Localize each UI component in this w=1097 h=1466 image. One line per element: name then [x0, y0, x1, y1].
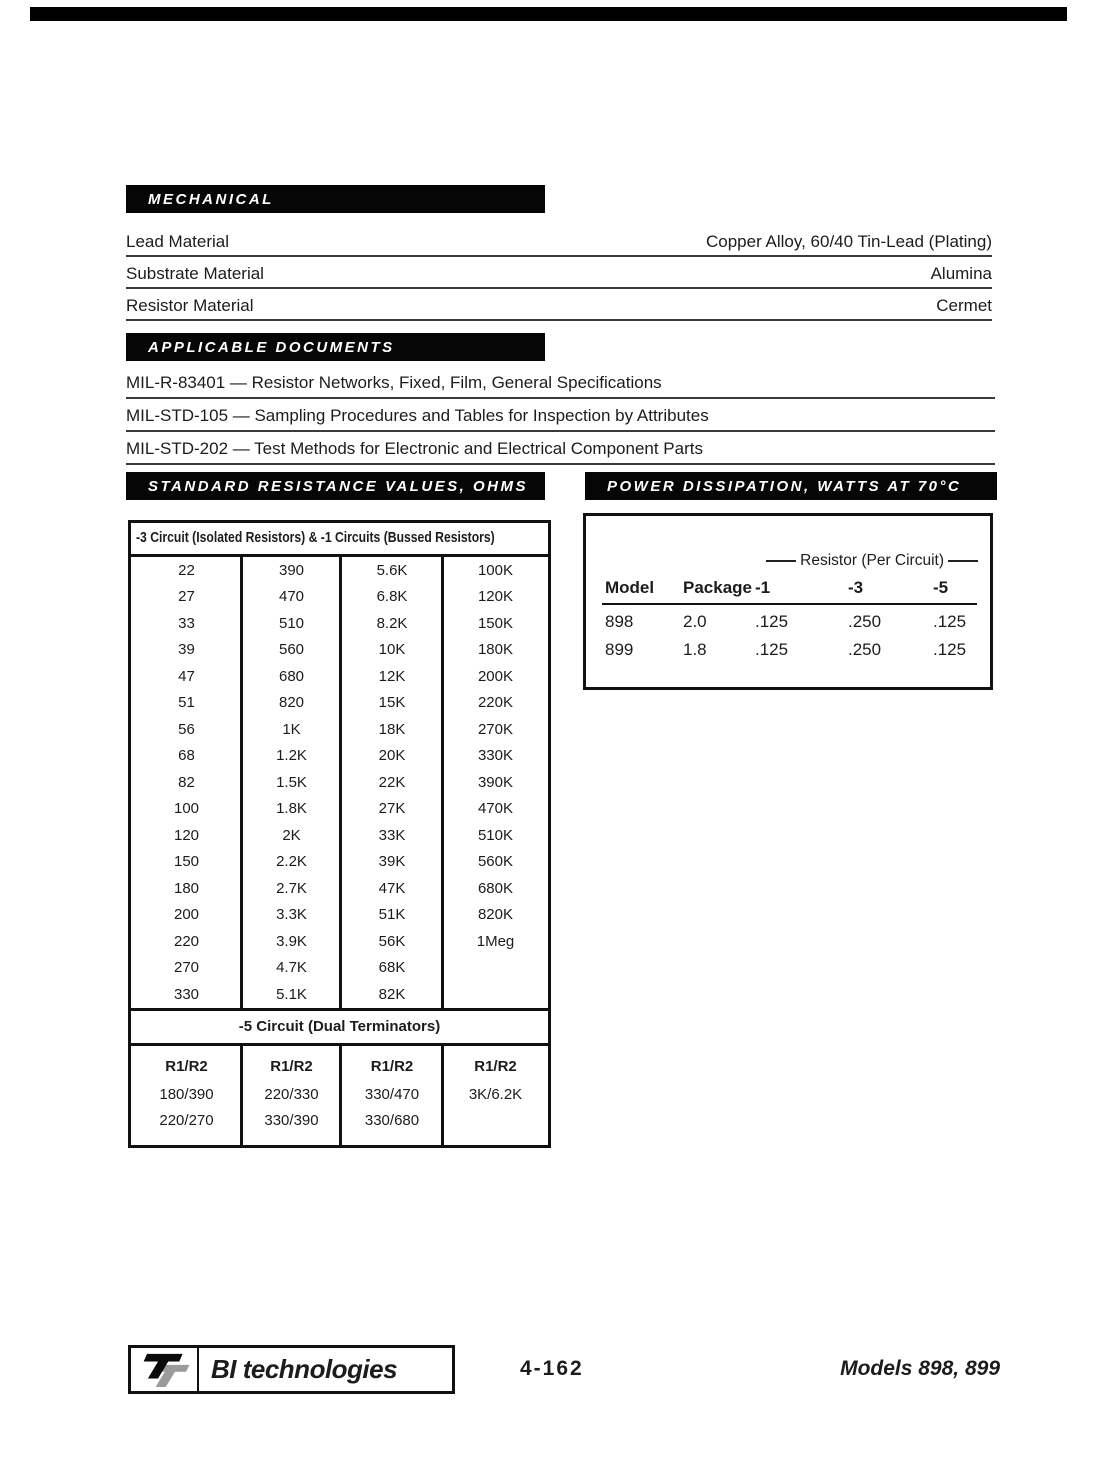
resistance-value-cell: 1.5K: [276, 773, 307, 791]
resistance-value-cell: 15K: [378, 694, 406, 712]
spec-label: Lead Material: [126, 232, 230, 251]
applicable-documents-list: [126, 366, 995, 465]
power-value-cell: .125: [755, 640, 789, 659]
resistance-value-cell: 180: [173, 879, 200, 897]
resistance-value-cell: 3.9K: [276, 932, 307, 950]
resistance-value-cell: 470: [278, 588, 305, 606]
resistance-value-cell: 510K: [477, 826, 514, 844]
spec-value: Copper Alloy, 60/40 Tin-Lead (Plating): [705, 232, 992, 251]
resistance-value-cell: 5.1K: [276, 985, 307, 1003]
column-divider: [240, 557, 243, 1008]
resistance-value-cell: 470K: [477, 800, 514, 818]
resistance-value-cell: 330K: [477, 747, 514, 765]
resistance-value-cell: [443, 981, 548, 1008]
resistance-value-cell: 100: [173, 800, 200, 818]
dual-value-cell: 330/390: [264, 1112, 319, 1129]
document-text: MIL-STD-105 — Sampling Procedures and Tables for Inspection by Attributes: [126, 406, 709, 425]
section-header-power-dissipation: POWER DISSIPATION, WATTS AT 70°C: [585, 472, 997, 500]
resistance-value-cell: 5.6K: [376, 561, 408, 579]
column-header-1: -1: [755, 578, 771, 597]
resistance-value-cell: 39K: [378, 853, 406, 871]
resistance-value-cell: 270: [173, 959, 200, 977]
resistance-value-cell: 560K: [477, 853, 514, 871]
spec-label: Resistor Material: [126, 296, 254, 315]
resistance-value-cell: 2.7K: [276, 879, 307, 897]
power-value-cell: 2.0: [683, 612, 707, 631]
document-text: MIL-STD-202 — Test Methods for Electronic and Electrical Component Parts: [126, 439, 703, 458]
dual-value-cell: 220/330: [264, 1086, 319, 1103]
resistance-value-cell: 150K: [477, 614, 514, 632]
power-table-row: [605, 640, 966, 660]
resistance-value-cell: 680K: [477, 879, 514, 897]
resistance-value-cell: 1Meg: [476, 932, 515, 950]
resistance-value-cell: 47: [178, 667, 195, 685]
resistance-value-cell: 82: [178, 773, 195, 791]
resistance-value-cell: 180K: [477, 641, 514, 659]
resistance-value-cell: 820K: [477, 906, 514, 924]
power-value-cell: 1.8: [683, 640, 707, 659]
resistance-value-cell: 220: [173, 932, 200, 950]
column-divider: [339, 557, 342, 1008]
header-rule: [602, 603, 977, 605]
resistance-value-cell: 680: [278, 667, 305, 685]
resistance-value-cell: 56: [178, 720, 195, 738]
top-scan-bar: [30, 7, 1067, 21]
document-item: [126, 432, 995, 465]
resistance-values-table: [128, 520, 551, 1148]
resistance-value-cell: 68: [178, 747, 195, 765]
column-header-model: Model: [605, 578, 655, 597]
resistance-value-cell: 10K: [378, 641, 406, 659]
dash-rule: [766, 560, 796, 562]
resistance-value-cell: 18K: [378, 720, 406, 738]
resistance-value-cell: 27: [178, 588, 195, 606]
column-header-package: Package: [683, 578, 752, 597]
resistance-value-cell: 6.8K: [376, 588, 408, 606]
resistance-value-cell: 47K: [378, 879, 406, 897]
footer-logo-text: BI technologies: [211, 1354, 398, 1384]
resistance-value-cell: 510: [278, 614, 305, 632]
dual-value-cell: 330/470: [364, 1086, 420, 1103]
power-value-cell: .250: [848, 612, 882, 631]
resistance-value-cell: 220K: [477, 694, 514, 712]
resistor-per-circuit-label: Resistor (Per Circuit): [800, 552, 944, 569]
resistance-value-cell: 12K: [378, 667, 406, 685]
section-header-applicable-documents: APPLICABLE DOCUMENTS: [126, 333, 545, 361]
column-divider: [441, 1046, 444, 1145]
column-header-5: -5: [933, 578, 949, 597]
document-text: MIL-R-83401 — Resistor Networks, Fixed, Film, General Specifications: [126, 373, 662, 392]
column-divider: [339, 1046, 342, 1145]
dual-terminators-header: -5 Circuit (Dual Terminators): [131, 1008, 548, 1046]
spec-row-resistor-material: [126, 289, 992, 321]
dual-terminators-wrap: [131, 1046, 548, 1145]
mechanical-spec-list: [126, 225, 992, 321]
resistance-value-cell: 820: [278, 694, 305, 712]
resistance-value-cell: 2.2K: [276, 853, 307, 871]
resistance-value-cell: 1.2K: [276, 747, 307, 765]
spec-row-lead-material: [126, 225, 992, 257]
power-value-cell: 899: [605, 640, 634, 659]
resistance-value-cell: 200: [173, 906, 200, 924]
power-value-cell: 898: [605, 612, 634, 631]
dual-column-header: R1/R2: [270, 1058, 313, 1075]
resistance-value-cell: 120K: [477, 588, 514, 606]
resistance-value-cell: 100K: [477, 561, 514, 579]
resistance-value-cell: 68K: [378, 959, 406, 977]
dual-value-cell: 180/390: [159, 1086, 214, 1103]
resistance-value-cell: 560: [278, 641, 305, 659]
resistance-value-cell: 33K: [378, 826, 406, 844]
document-item: [126, 366, 995, 399]
resistance-value-cell: 4.7K: [276, 959, 307, 977]
dual-column-header: R1/R2: [165, 1058, 208, 1075]
dual-value-cell: 330/680: [364, 1112, 420, 1129]
power-value-cell: .250: [848, 640, 882, 659]
page-number: 4-162: [520, 1357, 584, 1380]
resistance-value-cell: [443, 955, 548, 982]
dual-value-cell: 3K/6.2K: [468, 1086, 523, 1103]
resistance-value-cell: 150: [173, 853, 200, 871]
resistance-grid-wrap: [131, 557, 548, 1008]
resistance-table-header-text: -3 Circuit (Isolated Resistors) & -1 Circuits (Bussed Resistors): [136, 530, 495, 546]
resistance-value-cell: 120: [173, 826, 200, 844]
resistor-per-circuit-header: [766, 552, 978, 570]
dash-rule: [948, 560, 978, 562]
resistance-value-cell: 390: [278, 561, 305, 579]
footer-logo-box: [128, 1345, 455, 1394]
dual-column-header: R1/R2: [370, 1058, 414, 1075]
section-header-standard-resistance: STANDARD RESISTANCE VALUES, OHMS: [126, 472, 545, 500]
resistance-value-cell: 2K: [282, 826, 301, 844]
spec-value: Alumina: [930, 264, 992, 283]
column-divider: [441, 557, 444, 1008]
resistance-value-cell: 56K: [378, 932, 406, 950]
resistance-value-cell: 3.3K: [276, 906, 307, 924]
resistance-value-cell: 33: [178, 614, 195, 632]
footer-models-label: Models 898, 899: [840, 1357, 1000, 1380]
bi-technologies-logo-icon: [131, 1348, 199, 1391]
document-item: [126, 399, 995, 432]
section-header-mechanical: MECHANICAL: [126, 185, 545, 213]
resistance-table-header: [131, 523, 548, 557]
power-value-cell: .125: [933, 640, 967, 659]
resistance-value-cell: 1K: [282, 720, 301, 738]
resistance-value-cell: 27K: [378, 800, 406, 818]
spec-row-substrate-material: [126, 257, 992, 289]
spec-value: Cermet: [936, 296, 992, 315]
resistance-value-cell: 330: [173, 985, 200, 1003]
column-divider: [240, 1046, 243, 1145]
dual-value-cell: 220/270: [159, 1112, 214, 1129]
resistance-value-cell: 200K: [477, 667, 514, 685]
resistance-value-cell: 51K: [378, 906, 406, 924]
power-table-column-headers: [605, 578, 948, 598]
dual-value-cell: [443, 1108, 548, 1134]
resistance-value-cell: 1.8K: [276, 800, 307, 818]
power-table-row: [605, 612, 966, 632]
resistance-value-cell: 82K: [378, 985, 406, 1003]
resistance-value-cell: 22: [178, 561, 195, 579]
power-value-cell: .125: [755, 612, 789, 631]
resistance-value-cell: 270K: [477, 720, 514, 738]
resistance-value-cell: 22K: [378, 773, 406, 791]
column-header-3: -3: [848, 578, 864, 597]
resistance-value-cell: 8.2K: [376, 614, 408, 632]
resistance-value-cell: 390K: [477, 773, 514, 791]
dual-column-header: R1/R2: [474, 1058, 517, 1075]
power-value-cell: .125: [933, 612, 967, 631]
power-dissipation-table: [583, 513, 993, 690]
spec-label: Substrate Material: [126, 264, 264, 283]
resistance-value-cell: 39: [178, 641, 195, 659]
resistance-value-cell: 20K: [378, 747, 406, 765]
resistance-value-cell: 51: [178, 694, 195, 712]
